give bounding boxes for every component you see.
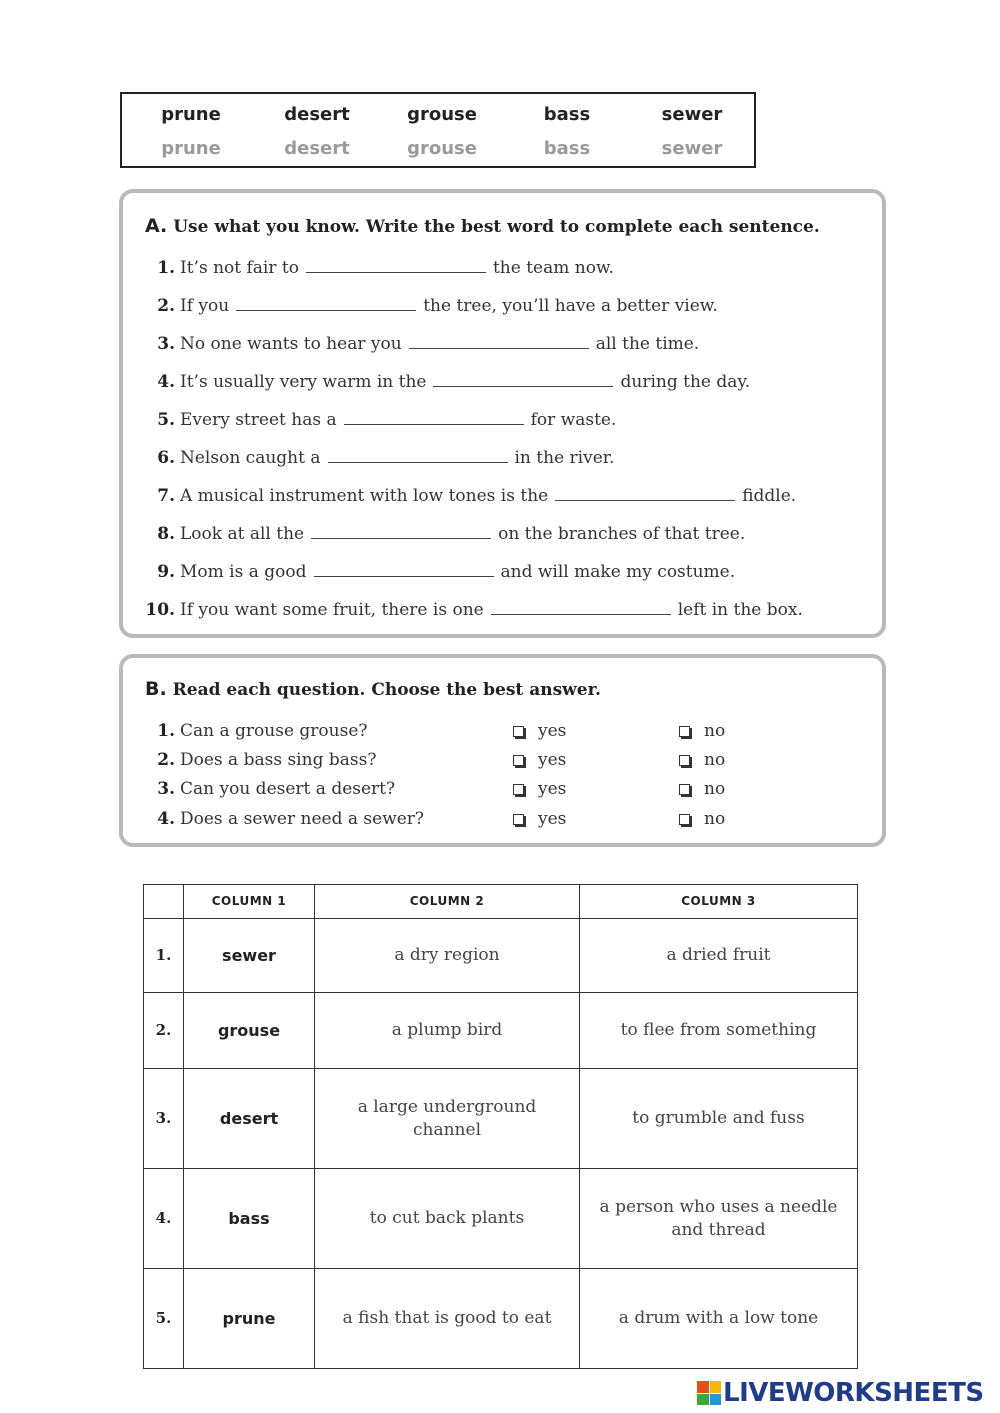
- yes-label: yes: [538, 750, 567, 770]
- sentence-number: 4.: [157, 372, 175, 392]
- sentence-8: [123, 522, 882, 546]
- sentence-1: [123, 256, 882, 280]
- word-row-dark: [122, 100, 754, 130]
- matching-table: [143, 884, 858, 1369]
- sentence-number: 5.: [157, 410, 175, 430]
- yes-option[interactable]: [513, 777, 566, 801]
- sentence-before: If you want some fruit, there is one: [180, 600, 484, 620]
- column-3-cell[interactable]: to flee from something: [580, 993, 858, 1069]
- checkbox-icon[interactable]: [679, 726, 690, 737]
- sentence-before: Nelson caught a: [180, 448, 321, 468]
- sentence-7: [123, 484, 882, 508]
- section-a-instruction: Use what you know. Write the best word to complete each sentence.: [173, 217, 820, 237]
- answer-blank-7[interactable]: [555, 486, 735, 501]
- no-option[interactable]: [679, 807, 725, 831]
- word-desert: desert: [284, 104, 350, 125]
- question-1: [123, 719, 882, 743]
- word-bass-gray: bass: [543, 138, 591, 159]
- sentence-before: Every street has a: [180, 410, 337, 430]
- sentence-after: fiddle.: [742, 486, 797, 506]
- logo-square: [710, 1381, 722, 1393]
- row-number: 2.: [144, 993, 184, 1069]
- no-label: no: [704, 721, 726, 741]
- word-sewer-gray: sewer: [661, 138, 723, 159]
- column-1-cell[interactable]: desert: [184, 1069, 315, 1169]
- sentence-number: 1.: [157, 258, 175, 278]
- sentence-after: the tree, you’ll have a better view.: [423, 296, 718, 316]
- checkbox-icon[interactable]: [513, 814, 524, 825]
- word-box: [120, 92, 756, 168]
- word-prune-gray: prune: [161, 138, 221, 159]
- sentence-before: It’s not fair to: [180, 258, 299, 278]
- question-number: 3.: [157, 779, 175, 799]
- sentence-10: [123, 598, 882, 622]
- question-3: [123, 777, 882, 801]
- column-1-cell[interactable]: prune: [184, 1269, 315, 1369]
- question-text: Can you desert a desert?: [180, 779, 396, 799]
- yes-label: yes: [538, 809, 567, 829]
- column-2-cell[interactable]: a large underground channel: [315, 1069, 580, 1169]
- column-1-cell[interactable]: grouse: [184, 993, 315, 1069]
- sentence-before: Look at all the: [180, 524, 305, 544]
- column-2-cell[interactable]: a fish that is good to eat: [315, 1269, 580, 1369]
- sentence-after: for waste.: [530, 410, 617, 430]
- yes-option[interactable]: [513, 807, 566, 831]
- sentence-2: [123, 294, 882, 318]
- sentence-after: left in the box.: [677, 600, 803, 620]
- question-number: 4.: [157, 809, 175, 829]
- yes-label: yes: [538, 721, 567, 741]
- no-option[interactable]: [679, 719, 725, 743]
- column-2-cell[interactable]: a dry region: [315, 919, 580, 993]
- row-number: 5.: [144, 1269, 184, 1369]
- word-grouse-gray: grouse: [407, 138, 477, 159]
- column-2-cell[interactable]: to cut back plants: [315, 1169, 580, 1269]
- question-text: Can a grouse grouse?: [180, 721, 368, 741]
- checkbox-icon[interactable]: [513, 755, 524, 766]
- table-row: [144, 1069, 858, 1169]
- logo-square: [710, 1394, 722, 1406]
- answer-blank-5[interactable]: [344, 410, 524, 425]
- section-b-letter: B.: [145, 678, 167, 700]
- logo-text: LIVEWORKSHEETS: [723, 1378, 984, 1408]
- column-1-cell[interactable]: sewer: [184, 919, 315, 993]
- sentence-number: 3.: [157, 334, 175, 354]
- sentence-before: If you: [180, 296, 230, 316]
- word-bass: bass: [543, 104, 591, 125]
- sentence-number: 10.: [145, 600, 175, 620]
- no-option[interactable]: [679, 777, 725, 801]
- checkbox-icon[interactable]: [513, 784, 524, 795]
- column-3-cell[interactable]: to grumble and fuss: [580, 1069, 858, 1169]
- answer-blank-10[interactable]: [491, 600, 671, 615]
- logo-square: [697, 1381, 709, 1393]
- sentence-number: 6.: [157, 448, 175, 468]
- sentence-before: A musical instrument with low tones is the: [180, 486, 549, 506]
- yes-label: yes: [538, 779, 567, 799]
- word-grouse: grouse: [407, 104, 477, 125]
- checkbox-icon[interactable]: [679, 784, 690, 795]
- table-row: [144, 993, 858, 1069]
- checkbox-icon[interactable]: [679, 755, 690, 766]
- sentence-number: 9.: [157, 562, 175, 582]
- no-label: no: [704, 809, 726, 829]
- sentence-before: No one wants to hear you: [180, 334, 402, 354]
- sentence-5: [123, 408, 882, 432]
- word-prune: prune: [161, 104, 221, 125]
- answer-blank-8[interactable]: [311, 524, 491, 539]
- logo-square: [697, 1394, 709, 1406]
- answer-blank-6[interactable]: [328, 448, 508, 463]
- table-row: [144, 1169, 858, 1269]
- header-column-3: COLUMN 3: [580, 885, 858, 919]
- sentence-6: [123, 446, 882, 470]
- answer-blank-3[interactable]: [409, 334, 589, 349]
- column-3-cell[interactable]: a person who uses a needle and thread: [580, 1169, 858, 1269]
- header-number: [144, 885, 184, 919]
- column-3-cell[interactable]: a drum with a low tone: [580, 1269, 858, 1369]
- row-number: 4.: [144, 1169, 184, 1269]
- word-row-light: [122, 134, 754, 164]
- yes-option[interactable]: [513, 748, 566, 772]
- answer-blank-9[interactable]: [314, 562, 494, 577]
- question-2: [123, 748, 882, 772]
- sentence-after: in the river.: [514, 448, 615, 468]
- column-3-cell[interactable]: a dried fruit: [580, 919, 858, 993]
- word-sewer: sewer: [661, 104, 723, 125]
- sentence-number: 8.: [157, 524, 175, 544]
- question-text: Does a sewer need a sewer?: [180, 809, 425, 829]
- no-option[interactable]: [679, 748, 725, 772]
- question-number: 1.: [157, 721, 175, 741]
- sentence-number: 7.: [157, 486, 175, 506]
- answer-blank-4[interactable]: [433, 372, 613, 387]
- column-2-cell[interactable]: a plump bird: [315, 993, 580, 1069]
- answer-blank-1[interactable]: [306, 258, 486, 273]
- sentence-4: [123, 370, 882, 394]
- table-row: [144, 1269, 858, 1369]
- column-1-cell[interactable]: bass: [184, 1169, 315, 1269]
- sentence-after: all the time.: [595, 334, 700, 354]
- checkbox-icon[interactable]: [513, 726, 524, 737]
- sentence-after: and will make my costume.: [500, 562, 736, 582]
- row-number: 1.: [144, 919, 184, 993]
- header-column-1: COLUMN 1: [184, 885, 315, 919]
- section-b-heading: [145, 678, 601, 700]
- header-column-2: COLUMN 2: [315, 885, 580, 919]
- sentence-number: 2.: [157, 296, 175, 316]
- row-number: 3.: [144, 1069, 184, 1169]
- question-4: [123, 807, 882, 831]
- section-b-instruction: Read each question. Choose the best answer.: [172, 680, 601, 700]
- sentence-3: [123, 332, 882, 356]
- sentence-before: Mom is a good: [180, 562, 307, 582]
- no-label: no: [704, 750, 726, 770]
- word-desert-gray: desert: [284, 138, 350, 159]
- question-number: 2.: [157, 750, 175, 770]
- sentence-after: the team now.: [492, 258, 614, 278]
- table-row: [144, 919, 858, 993]
- question-text: Does a bass sing bass?: [180, 750, 377, 770]
- section-a-panel: [119, 189, 886, 638]
- section-a-letter: A.: [145, 215, 168, 237]
- table-header-row: [144, 885, 858, 919]
- sentence-before: It’s usually very warm in the: [180, 372, 427, 392]
- checkbox-icon[interactable]: [679, 814, 690, 825]
- liveworksheets-logo: [697, 1378, 984, 1408]
- no-label: no: [704, 779, 726, 799]
- section-b-panel: [119, 654, 886, 847]
- sentence-9: [123, 560, 882, 584]
- section-a-heading: [145, 215, 820, 237]
- liveworksheets-logo-icon: [697, 1381, 721, 1405]
- yes-option[interactable]: [513, 719, 566, 743]
- sentence-after: on the branches of that tree.: [498, 524, 746, 544]
- sentence-after: during the day.: [620, 372, 751, 392]
- answer-blank-2[interactable]: [236, 296, 416, 311]
